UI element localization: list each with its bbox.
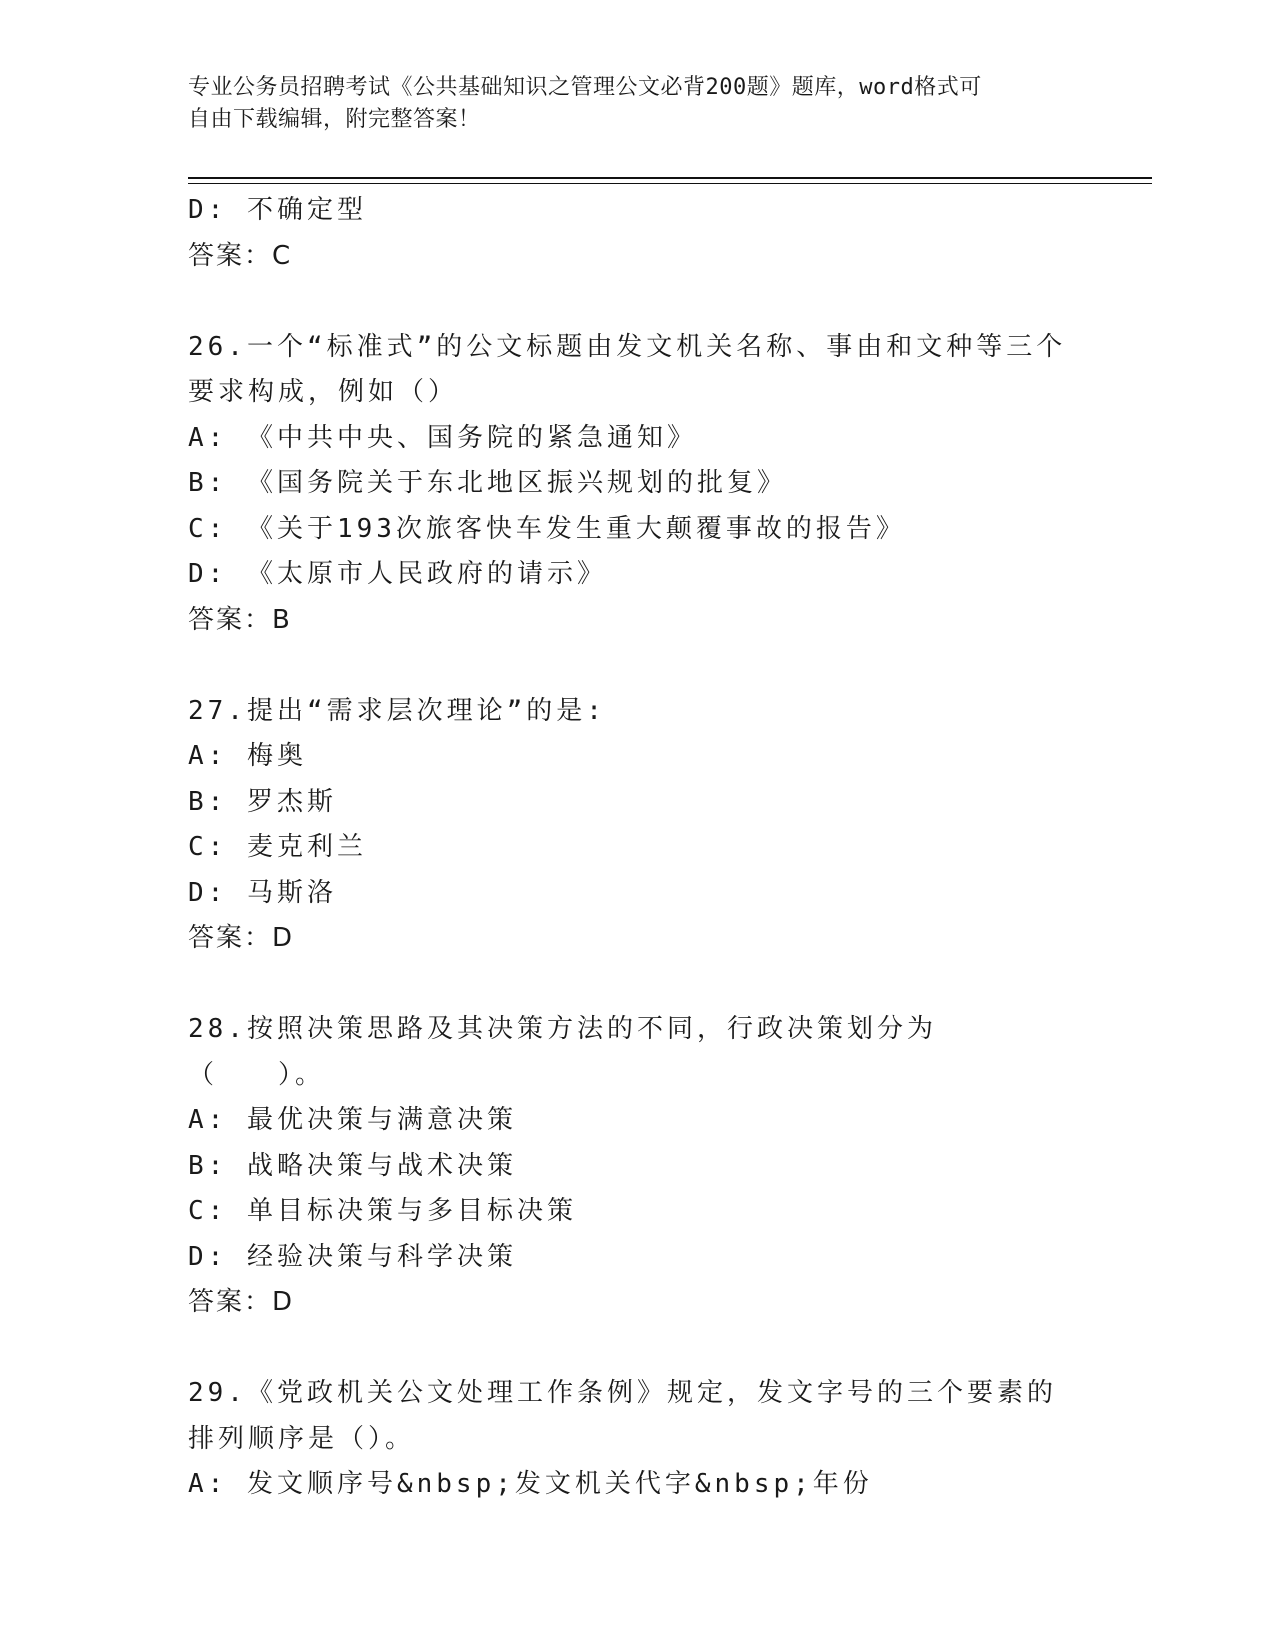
q29-stem: 29.《党政机关公文处理工作条例》规定，发文字号的三个要素的排列顺序是（）。 xyxy=(188,1378,1057,1454)
q26-answer: 答案：B xyxy=(188,604,292,635)
q28-option-b: B: 战略决策与战术决策 xyxy=(188,1150,517,1181)
q28-option-c: C: 单目标决策与多目标决策 xyxy=(188,1196,577,1226)
q27-option-d: D: 马斯洛 xyxy=(188,877,337,908)
q28-answer: 答案：D xyxy=(188,1287,295,1317)
q28-option-a: A: 最优决策与满意决策 xyxy=(188,1105,517,1135)
header-rule-thick xyxy=(188,177,1152,179)
q28-stem: 28.按照决策思路及其决策方法的不同，行政决策划分为（ ）。 xyxy=(188,1014,937,1090)
q26-option-c: C: 《关于193次旅客快车发生重大颠覆事故的报告》 xyxy=(188,513,906,544)
q26-option-b: B: 《国务院关于东北地区振兴规划的批复》 xyxy=(188,468,787,498)
q28-option-d: D: 经验决策与科学决策 xyxy=(188,1241,517,1272)
header-rule-thin xyxy=(188,183,1152,184)
q27-option-a: A: 梅奥 xyxy=(188,741,307,771)
q26-stem: 26.一个“标准式”的公文标题由发文机关名称、事由和文种等三个要求构成，例如（） xyxy=(188,331,1067,407)
q25-answer: 答案：C xyxy=(188,240,293,271)
spacer xyxy=(188,643,1088,689)
q29-option-a: A: 发文顺序号&nbsp;发文机关代字&nbsp;年份 xyxy=(188,1469,873,1499)
header-line-2: 自由下载编辑，附完整答案！ xyxy=(188,107,481,132)
spacer xyxy=(188,1326,1088,1372)
question-list xyxy=(188,188,1088,1508)
q27-answer: 答案：D xyxy=(188,923,295,953)
q25-option-d: D: 不确定型 xyxy=(188,195,367,225)
q27-option-b: B: 罗杰斯 xyxy=(188,786,337,817)
header-line-1: 专业公务员招聘考试《公共基础知识之管理公文必背200题》题库，word格式可 xyxy=(188,75,982,100)
spacer xyxy=(188,279,1088,325)
q27-stem: 27.提出“需求层次理论”的是: xyxy=(188,695,606,726)
q26-option-d: D: 《太原市人民政府的请示》 xyxy=(188,559,607,589)
spacer xyxy=(188,962,1088,1008)
q26-option-a: A: 《中共中央、国务院的紧急通知》 xyxy=(188,422,697,453)
page-header xyxy=(188,72,1088,136)
q27-option-c: C: 麦克利兰 xyxy=(188,832,367,862)
